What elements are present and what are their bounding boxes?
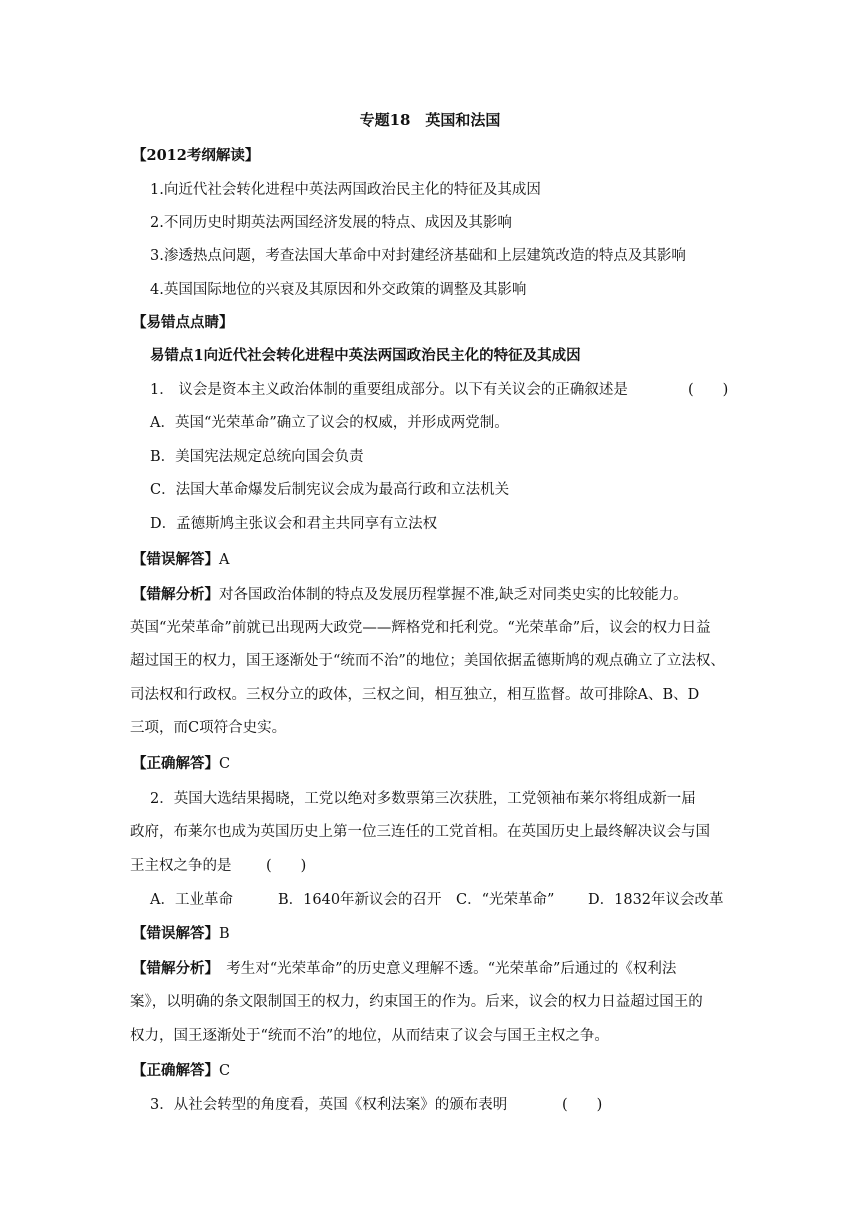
errors-heading: 【易错点点睛】 [132, 314, 234, 331]
option-b: B．1640年新议会的召开 [278, 892, 442, 908]
option-c: C．法国大革命爆发后制宪议会成为最高行政和立法机关 [150, 482, 510, 498]
answer-paren: ( ) [688, 382, 729, 398]
answer-paren: ( ) [562, 1097, 603, 1113]
wrong-answer-label: 【错误解答】 [132, 551, 219, 568]
analysis-line: 三项，而C项符合史实。 [130, 720, 287, 736]
wrong-answer [132, 550, 732, 570]
analysis-line: 司法权和行政权。三权分立的政体，三权之间，相互独立，相互监督。故可排除A、B、D [130, 687, 700, 703]
analysis-line: 超过国王的权力，国王逐渐处于“统而不治”的地位；美国依据孟德斯鸠的观点确立了立法权、 [130, 653, 725, 669]
page-title: 专题18 英国和法国 [359, 111, 501, 129]
question-1-stem [150, 380, 750, 400]
analysis-line: 案》，以明确的条文限制国王的权力，约束国王的作为。后来，议会的权力日益超过国王的 [130, 994, 703, 1010]
option-c: C．“光荣革命” [456, 892, 555, 908]
correct-answer-label: 【正确解答】 [132, 1062, 219, 1079]
question-2-stem: 政府，布莱尔也成为英国历史上第一位三连任的工党首相。在英国历史上最终解决议会与国 [130, 824, 710, 840]
outline-item: 2.不同历史时期英法两国经济发展的特点、成因及其影响 [150, 215, 512, 231]
analysis-label: 【错解分析】 [132, 586, 219, 603]
errpoint-heading: 易错点1向近代社会转化进程中英法两国政治民主化的特征及其成因 [150, 347, 581, 364]
option-b: B．美国宪法规定总统向国会负责 [150, 449, 364, 465]
outline-item: 3.渗透热点问题，考查法国大革命中对封建经济基础和上层建筑改造的特点及其影响 [150, 248, 686, 264]
wrong-answer-value: B [219, 926, 230, 942]
question-stem-text: 王主权之争的是 [130, 858, 232, 874]
option-a: A．英国“光荣革命”确立了议会的权威，并形成两党制。 [150, 415, 509, 431]
correct-answer-label: 【正确解答】 [132, 755, 219, 772]
question-2-stem [130, 856, 730, 876]
option-d: D．孟德斯鸠主张议会和君主共同享有立法权 [150, 516, 438, 532]
analysis-text: 对各国政治体制的特点及发展历程掌握不准,缺乏对同类史实的比较能力。 [219, 587, 688, 603]
correct-answer [132, 754, 732, 774]
analysis-line [132, 585, 732, 605]
outline-item: 1.向近代社会转化进程中英法两国政治民主化的特征及其成因 [150, 182, 541, 198]
outline-item: 4.英国国际地位的兴衰及其原因和外交政策的调整及其影响 [150, 282, 527, 298]
outline-heading: 【2012考纲解读】 [132, 147, 260, 164]
analysis-line [132, 959, 732, 979]
question-2-stem: 2．英国大选结果揭晓，工党以绝对多数票第三次获胜，工党领袖布莱尔将组成新一届 [150, 791, 696, 807]
analysis-line: 英国“光荣革命”前就已出现两大政党——辉格党和托利党。“光荣革命”后，议会的权力日益 [130, 620, 711, 636]
correct-answer-value: C [219, 1063, 231, 1079]
question-stem-text: 1． 议会是资本主义政治体制的重要组成部分。以下有关议会的正确叙述是 [150, 382, 628, 398]
correct-answer-value: C [219, 756, 231, 772]
question-3-stem [150, 1095, 750, 1115]
wrong-answer-value: A [219, 552, 230, 568]
option-d: D．1832年议会改革 [588, 892, 724, 908]
option-a: A．工业革命 [150, 892, 233, 908]
question-stem-text: 3．从社会转型的角度看，英国《权利法案》的颁布表明 [150, 1097, 508, 1113]
analysis-text: 考生对“光荣革命”的历史意义理解不透。“光荣革命”后通过的《权利法 [211, 961, 677, 977]
correct-answer [132, 1061, 732, 1081]
wrong-answer [132, 924, 732, 944]
answer-paren: ( ) [266, 858, 307, 874]
analysis-line: 权力，国王逐渐处于“统而不治”的地位，从而结束了议会与国王主权之争。 [130, 1028, 609, 1044]
analysis-label: 【错解分析】 [132, 960, 212, 977]
wrong-answer-label: 【错误解答】 [132, 925, 219, 942]
